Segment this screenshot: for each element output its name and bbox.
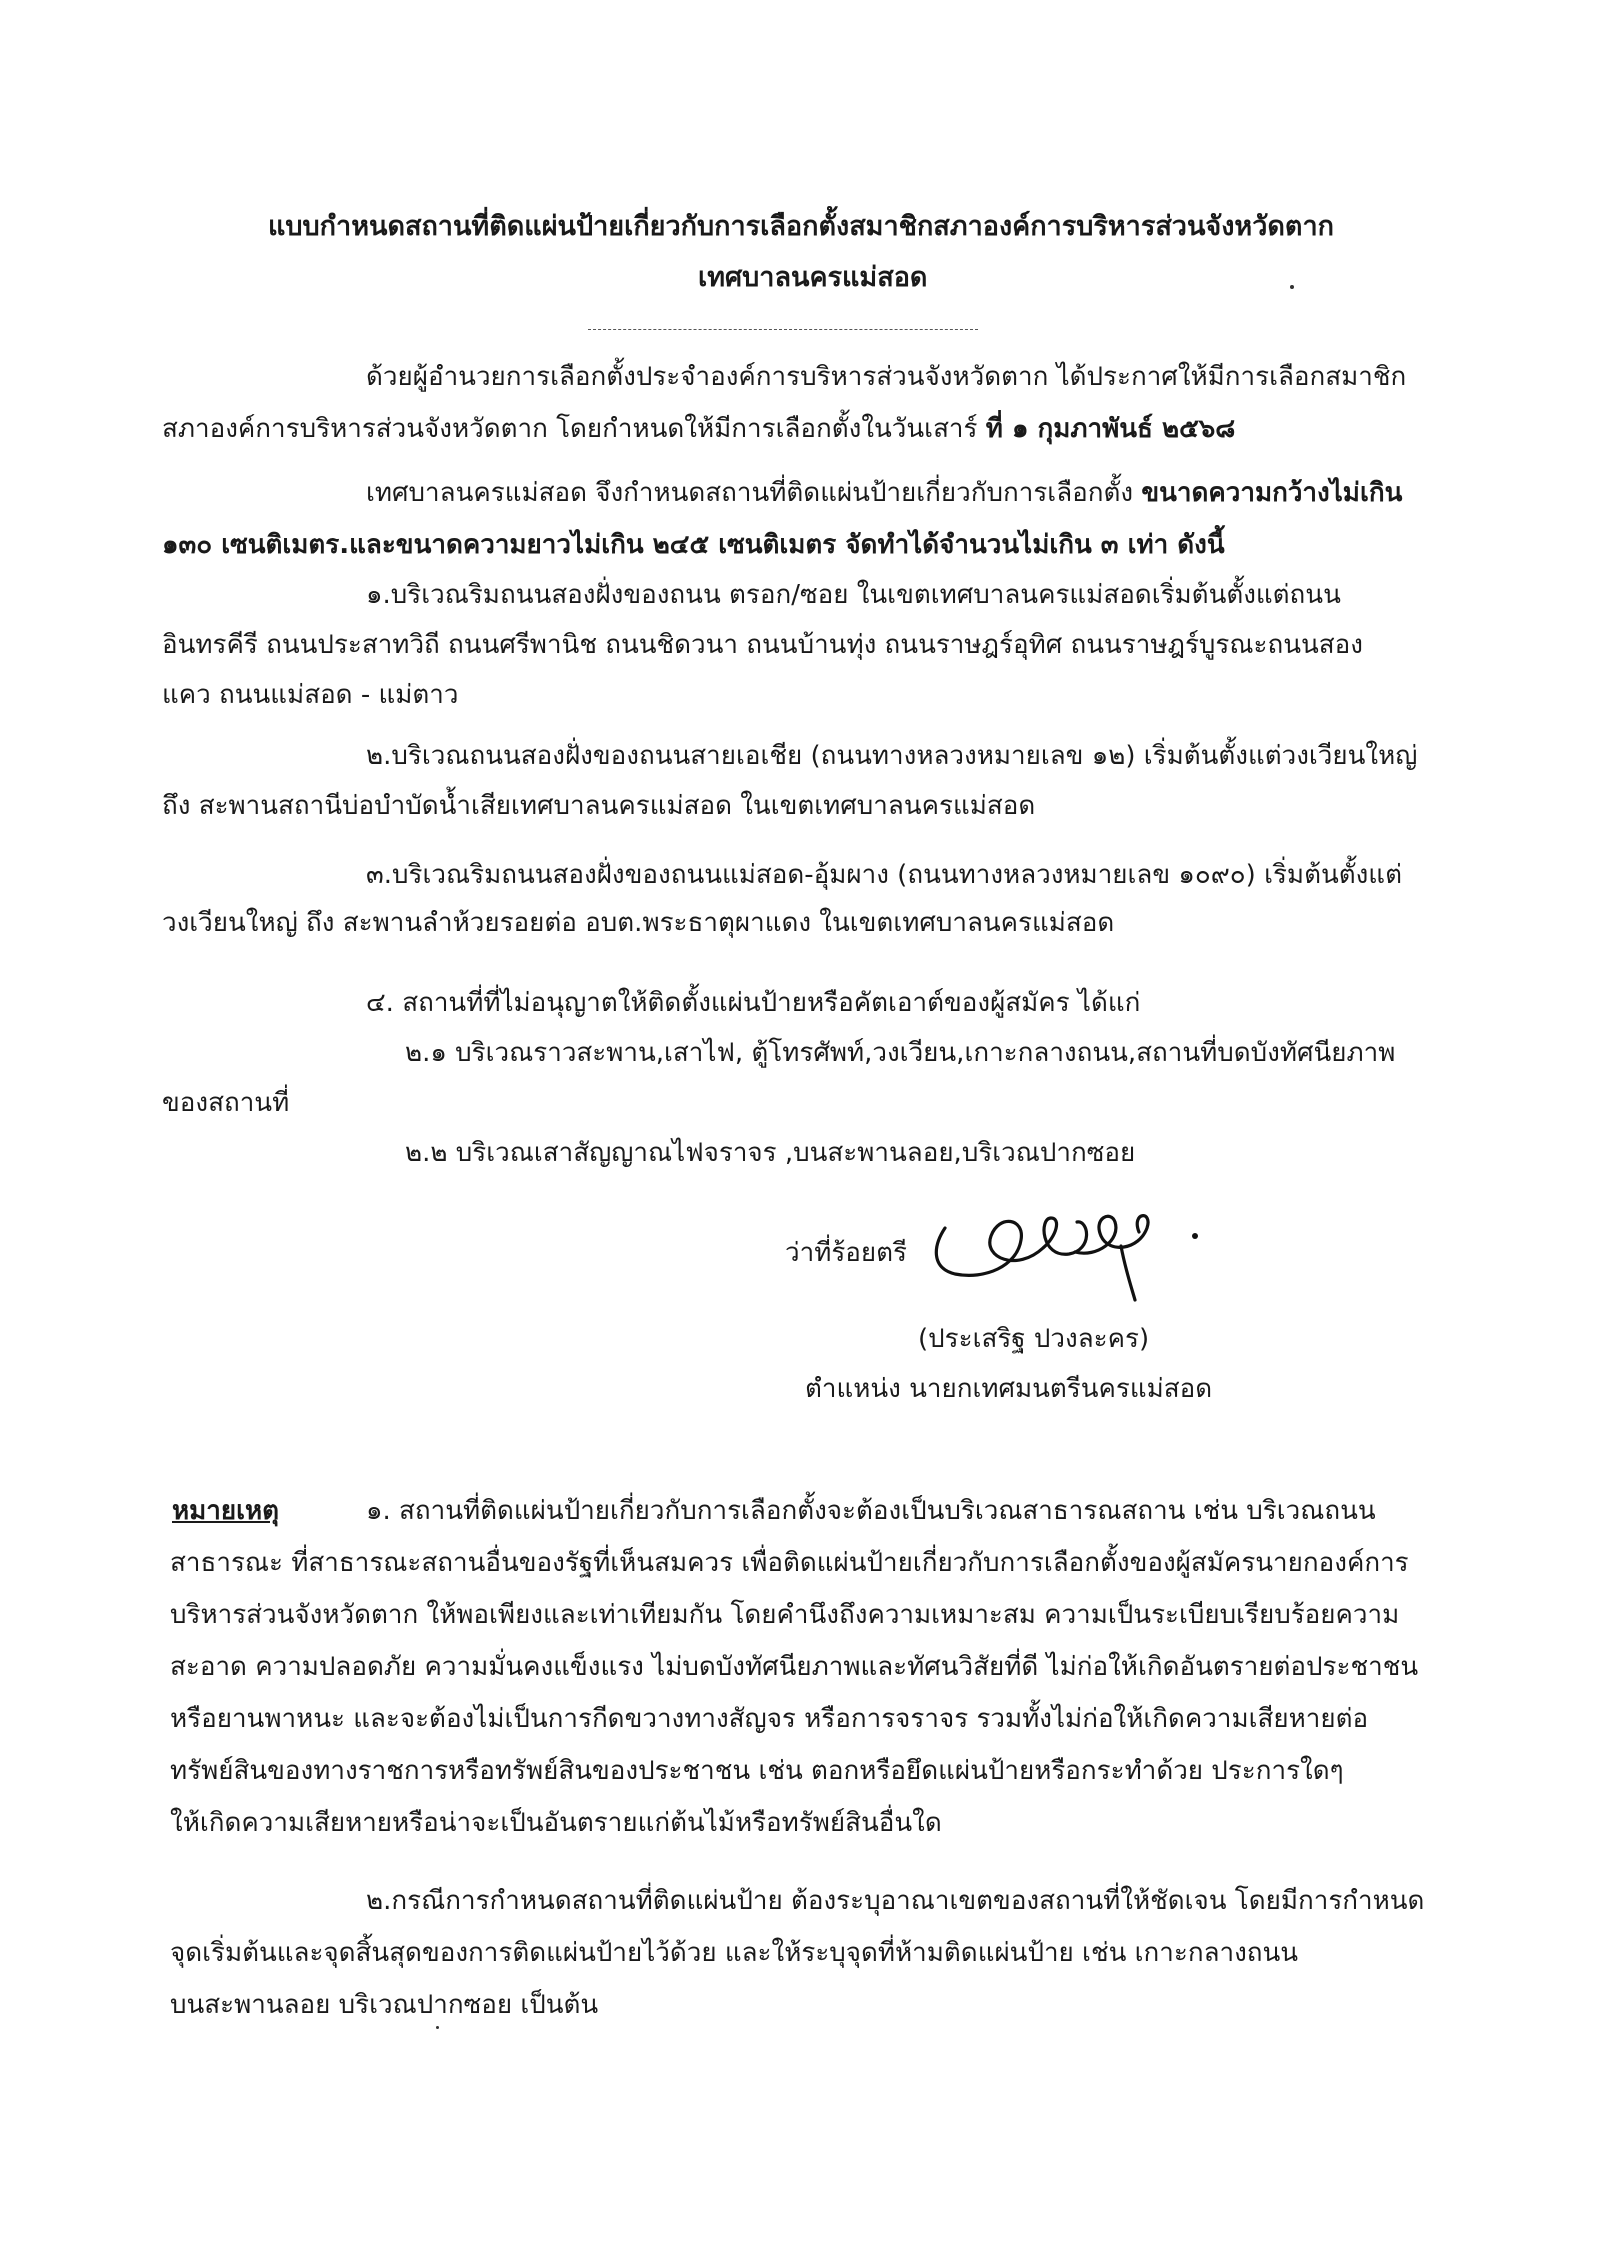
- item-2-line-2: ถึง สะพานสถานีบ่อบำบัดน้ำเสียเทศบาลนครแม่สอด ในเขตเทศบาลนครแม่สอด: [162, 791, 1036, 821]
- signer-position: ตำแหน่ง นายกเทศมนตรีนครแม่สอด: [805, 1374, 1213, 1404]
- note-1-line-5: หรือยานพาหนะ และจะต้องไม่เป็นการกีดขวางทางสัญจร หรือการจราจร รวมทั้งไม่ก่อให้เกิดความเสียหายต่อ: [170, 1704, 1369, 1734]
- item-4-sub-1-line-1: ๒.๑ บริเวณราวสะพาน,เสาไฟ, ตู้โทรศัพท์,วงเวียน,เกาะกลางถนน,สถานที่บดบังทัศนียภาพ: [405, 1038, 1396, 1068]
- note-2-line-1: ๒.กรณีการกำหนดสถานที่ติดแผ่นป้าย ต้องระบุอาณาเขตของสถานที่ให้ชัดเจน โดยมีการกำหนด: [366, 1886, 1425, 1916]
- item-1-line-2: อินทรคีรี ถนนประสาทวิถี ถนนศรีพานิช ถนนชิดวนา ถนนบ้านทุ่ง ถนนราษฎร์อุทิศ ถนนราษฎร์บูรณะถนนสอง: [162, 630, 1363, 660]
- item-3-line-1: ๓.บริเวณริมถนนสองฝั่งของถนนแม่สอด-อุ้มผาง (ถนนทางหลวงหมายเลข ๑๐๙๐) เริ่มต้นตั้งแต่: [366, 860, 1402, 890]
- note-1-line-1: ๑. สถานที่ติดแผ่นป้ายเกี่ยวกับการเลือกตั้งจะต้องเป็นบริเวณสาธารณสถาน เช่น บริเวณถนน: [366, 1496, 1376, 1526]
- note-1-line-4: สะอาด ความปลอดภัย ความมั่นคงแข็งแรง ไม่บดบังทัศนียภาพและทัศนวิสัยที่ดี ไม่ก่อให้เกิดอันตรายต่อประชาชน: [170, 1652, 1419, 1682]
- intro-line-1: ด้วยผู้อำนวยการเลือกตั้งประจำองค์การบริหารส่วนจังหวัดตาก ได้ประกาศให้มีการเลือกสมาชิก: [366, 362, 1407, 392]
- title-line-1: แบบกำหนดสถานที่ติดแผ่นป้ายเกี่ยวกับการเลือกตั้งสมาชิกสภาองค์การบริหารส่วนจังหวัดตาก: [268, 211, 1334, 242]
- item-1-line-1: ๑.บริเวณริมถนนสองฝั่งของถนน ตรอก/ซอย ในเขตเทศบาลนครแม่สอดเริ่มต้นตั้งแต่ถนน: [366, 580, 1341, 610]
- speck-mark-bottom: [436, 2026, 439, 2029]
- note-1-line-2: สาธารณะ ที่สาธารณะสถานอื่นของรัฐที่เห็นสมควร เพื่อติดแผ่นป้ายเกี่ยวกับการเลือกตั้งของผู้สมัครนายกองค์การ: [170, 1548, 1409, 1578]
- note-1-line-3: บริหารส่วนจังหวัดตาก ให้พอเพียงและเท่าเทียมกัน โดยคำนึงถึงความเหมาะสม ความเป็นระเบียบเรียบร้อยความ: [170, 1600, 1400, 1630]
- size-width-limit: ขนาดความกว้างไม่เกิน: [1141, 478, 1403, 508]
- signer-name: (ประเสริฐ ปวงละคร): [918, 1324, 1150, 1354]
- item-4-sub-1-line-2: ของสถานที่: [162, 1088, 290, 1118]
- size-line-1-text: เทศบาลนครแม่สอด จึงกำหนดสถานที่ติดแผ่นป้ายเกี่ยวกับการเลือกตั้ง: [366, 478, 1142, 508]
- signer-rank: ว่าที่ร้อยตรี: [785, 1238, 908, 1268]
- intro-line-2-text: สภาองค์การบริหารส่วนจังหวัดตาก โดยกำหนดให้มีการเลือกตั้งในวันเสาร์: [162, 414, 986, 444]
- title-divider: [588, 329, 978, 330]
- item-3-line-2: วงเวียนใหญ่ ถึง สะพานลำห้วยรอยต่อ อบต.พระธาตุผาแดง ในเขตเทศบาลนครแม่สอด: [162, 908, 1115, 938]
- item-4-line-1: ๔. สถานที่ที่ไม่อนุญาตให้ติดตั้งแผ่นป้ายหรือคัตเอาต์ของผู้สมัคร ได้แก่: [366, 988, 1141, 1018]
- intro-line-2: [162, 412, 1235, 446]
- note-label: หมายเหตุ: [172, 1496, 280, 1526]
- note-2-line-2: จุดเริ่มต้นและจุดสิ้นสุดของการติดแผ่นป้ายไว้ด้วย และให้ระบุจุดที่ห้ามติดแผ่นป้าย เช่น เกาะกลางถนน: [170, 1938, 1299, 1968]
- item-4-sub-2: ๒.๒ บริเวณเสาสัญญาณไฟจราจร ,บนสะพานลอย,บริเวณปากซอย: [405, 1138, 1136, 1168]
- note-1-line-7: ให้เกิดความเสียหายหรือน่าจะเป็นอันตรายแก่ต้นไม้หรือทรัพย์สินอื่นใด: [170, 1808, 942, 1838]
- item-2-line-1: ๒.บริเวณถนนสองฝั่งของถนนสายเอเชีย (ถนนทางหลวงหมายเลข ๑๒) เริ่มต้นตั้งแต่วงเวียนใหญ่: [366, 741, 1418, 771]
- speck-mark: [1290, 285, 1294, 289]
- size-line-2: ๑๓๐ เซนติเมตร.และขนาดความยาวไม่เกิน ๒๔๕ เซนติเมตร จัดทำได้จำนวนไม่เกิน ๓ เท่า ดังนี้: [162, 530, 1225, 560]
- handwritten-signature: [925, 1188, 1225, 1308]
- item-1-line-3: แคว ถนนแม่สอด - แม่ตาว: [162, 680, 459, 710]
- title-line-2: เทศบาลนครแม่สอด: [698, 262, 928, 293]
- election-date: ที่ ๑ กุมภาพันธ์ ๒๕๖๘: [985, 414, 1236, 444]
- size-line-1: [366, 476, 1402, 510]
- note-2-line-3: บนสะพานลอย บริเวณปากซอย เป็นต้น: [170, 1990, 599, 2020]
- note-1-line-6: ทรัพย์สินของทางราชการหรือทรัพย์สินของประชาชน เช่น ตอกหรือยึดแผ่นป้ายหรือกระทำด้วย ประการใดๆ: [170, 1756, 1344, 1786]
